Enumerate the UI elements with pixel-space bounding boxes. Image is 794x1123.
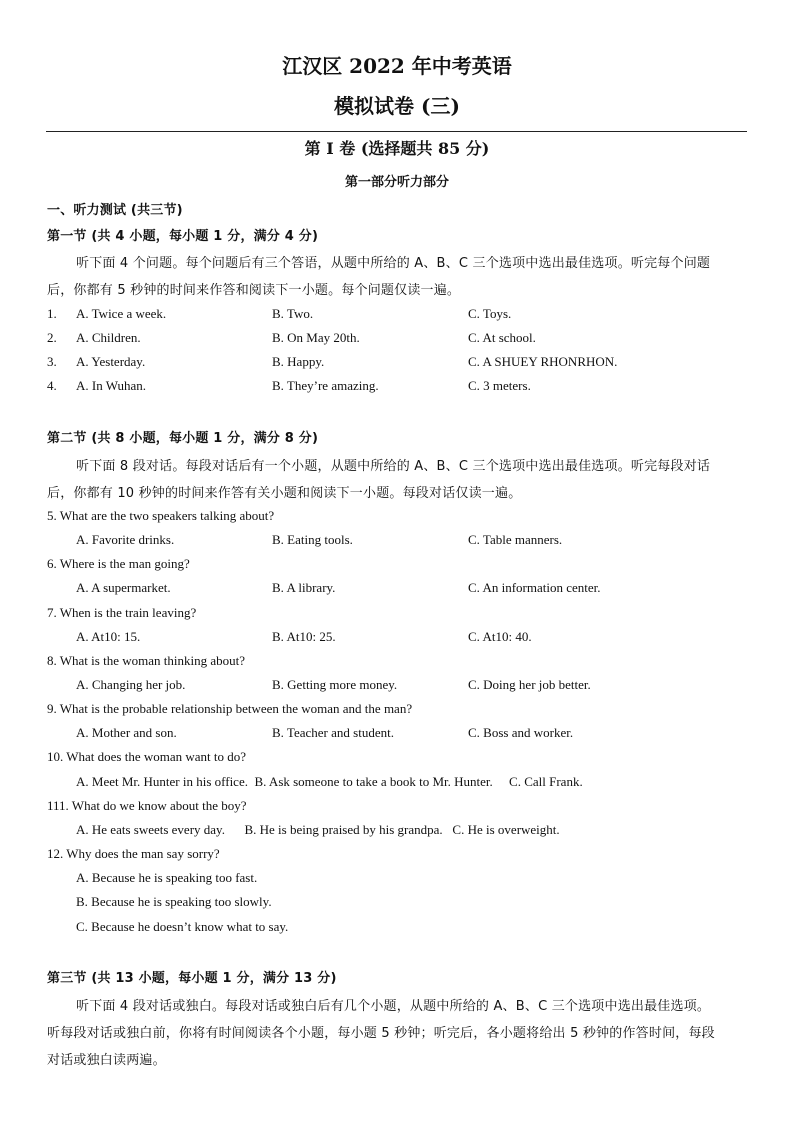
option-c: C. At10: 40. xyxy=(468,629,532,644)
options-inline: A. Meet Mr. Hunter in his office. B. Ask someone to take a book to Mr. Hunter. C. Call Frank. xyxy=(76,774,583,789)
section1-instruction-line2: 后，你都有 5 秒钟的时间来作答和阅读下一小题。每个问题仅读一遍。 xyxy=(47,283,461,298)
header-divider xyxy=(46,131,747,132)
question-options xyxy=(0,580,794,598)
option-b: B. Teacher and student. xyxy=(272,725,394,740)
section2-instruction-line2: 后，你都有 10 秒钟的时间来作答有关小题和阅读下一小题。每段对话仅读一遍。 xyxy=(47,486,522,501)
option-c: C. Because he doesn’t know what to say. xyxy=(76,919,289,934)
question-row xyxy=(0,354,794,372)
section3-instruction-line2: 听每段对话或独白前，你将有时间阅读各个小题，每小题 5 秒钟；听完后，各小题将给出 5 秒钟的作答时间，每段 xyxy=(47,1026,715,1041)
section2-instruction-line1: 听下面 8 段对话。每段对话后有一个小题，从题中所给的 A、B、C 三个选项中选出最佳选项。听完每段对话 xyxy=(76,459,711,474)
question-text: 5. What are the two speakers talking about? xyxy=(47,508,275,523)
question-options xyxy=(0,774,794,792)
option-b: B. Happy. xyxy=(272,354,325,369)
question-stem xyxy=(0,701,794,719)
section1-heading: 第一节 (共 4 小题，每小题 1 分，满分 4 分) xyxy=(47,229,319,244)
option-c: C. Doing her job better. xyxy=(468,677,591,692)
option-a: A. In Wuhan. xyxy=(76,378,147,393)
question-number: 4. xyxy=(47,378,57,393)
option-a: A. At10: 15. xyxy=(76,629,141,644)
exam-title: 江汉区 2022 年中考英语 xyxy=(282,54,512,78)
options-inline: A. He eats sweets every day. B. He is being praised by his grandpa. C. He is overweight. xyxy=(76,822,560,837)
option-c: C. Table manners. xyxy=(468,532,563,547)
question-text: 111. What do we know about the boy? xyxy=(47,798,247,813)
option-b: B. Getting more money. xyxy=(272,677,398,692)
question-row xyxy=(0,330,794,348)
volume-heading: 第 I 卷 (选择题共 85 分) xyxy=(304,139,490,158)
question-text: 8. What is the woman thinking about? xyxy=(47,653,245,668)
question-stem xyxy=(0,508,794,526)
question-number: 3. xyxy=(47,354,57,369)
question-stem xyxy=(0,556,794,574)
listening-heading: 一、听力测试 (共三节) xyxy=(47,203,183,218)
option-a: A. Twice a week. xyxy=(76,306,167,321)
option-b: B. At10: 25. xyxy=(272,629,336,644)
option-a: A. Changing her job. xyxy=(76,677,186,692)
option-c: C. 3 meters. xyxy=(468,378,531,393)
section3-heading: 第三节 (共 13 小题，每小题 1 分，满分 13 分) xyxy=(47,971,337,986)
exam-subtitle: 模拟试卷 (三) xyxy=(334,94,460,118)
question-text: 6. Where is the man going? xyxy=(47,556,190,571)
question-number: 1. xyxy=(47,306,57,321)
question-stem xyxy=(0,653,794,671)
option-b: B. On May 20th. xyxy=(272,330,360,345)
question-stem xyxy=(0,798,794,816)
option-b: B. Because he is speaking too slowly. xyxy=(76,894,272,909)
question-row xyxy=(0,306,794,324)
question-options xyxy=(0,629,794,647)
question-options xyxy=(0,725,794,743)
option-c: C. Boss and worker. xyxy=(468,725,574,740)
option-c: C. An information center. xyxy=(468,580,601,595)
option-c: C. At school. xyxy=(468,330,536,345)
question-option-line xyxy=(0,870,794,888)
section3-instruction-line1: 听下面 4 段对话或独白。每段对话或独白后有几个小题，从题中所给的 A、B、C 三个选项中选出最佳选项。 xyxy=(76,999,711,1014)
question-stem xyxy=(0,846,794,864)
question-stem xyxy=(0,749,794,767)
option-a: A. A supermarket. xyxy=(76,580,171,595)
question-row xyxy=(0,378,794,396)
option-a: A. Favorite drinks. xyxy=(76,532,175,547)
option-a: A. Children. xyxy=(76,330,141,345)
option-b: B. Two. xyxy=(272,306,314,321)
option-b: B. Eating tools. xyxy=(272,532,353,547)
question-text: 12. Why does the man say sorry? xyxy=(47,846,220,861)
option-a: A. Because he is speaking too fast. xyxy=(76,870,258,885)
option-a: A. Yesterday. xyxy=(76,354,146,369)
question-number: 2. xyxy=(47,330,57,345)
option-b: B. They’re amazing. xyxy=(272,378,379,393)
question-text: 10. What does the woman want to do? xyxy=(47,749,247,764)
question-stem xyxy=(0,605,794,623)
question-options xyxy=(0,822,794,840)
question-option-line xyxy=(0,919,794,937)
section1-instruction-line1: 听下面 4 个问题。每个问题后有三个答语，从题中所给的 A、B、C 三个选项中选出最佳选项。听完每个问题 xyxy=(76,256,711,271)
section2-heading: 第二节 (共 8 小题，每小题 1 分，满分 8 分) xyxy=(47,431,319,446)
option-c: C. Toys. xyxy=(468,306,512,321)
question-option-line xyxy=(0,894,794,912)
section3-instruction-line3: 对话或独白读两遍。 xyxy=(47,1053,166,1068)
option-c: C. A SHUEY RHONRHON. xyxy=(468,354,618,369)
question-options xyxy=(0,532,794,550)
question-text: 7. When is the train leaving? xyxy=(47,605,197,620)
option-a: A. Mother and son. xyxy=(76,725,177,740)
option-b: B. A library. xyxy=(272,580,336,595)
question-options xyxy=(0,677,794,695)
question-text: 9. What is the probable relationship between the woman and the man? xyxy=(47,701,413,716)
part-heading: 第一部分听力部分 xyxy=(344,175,449,190)
